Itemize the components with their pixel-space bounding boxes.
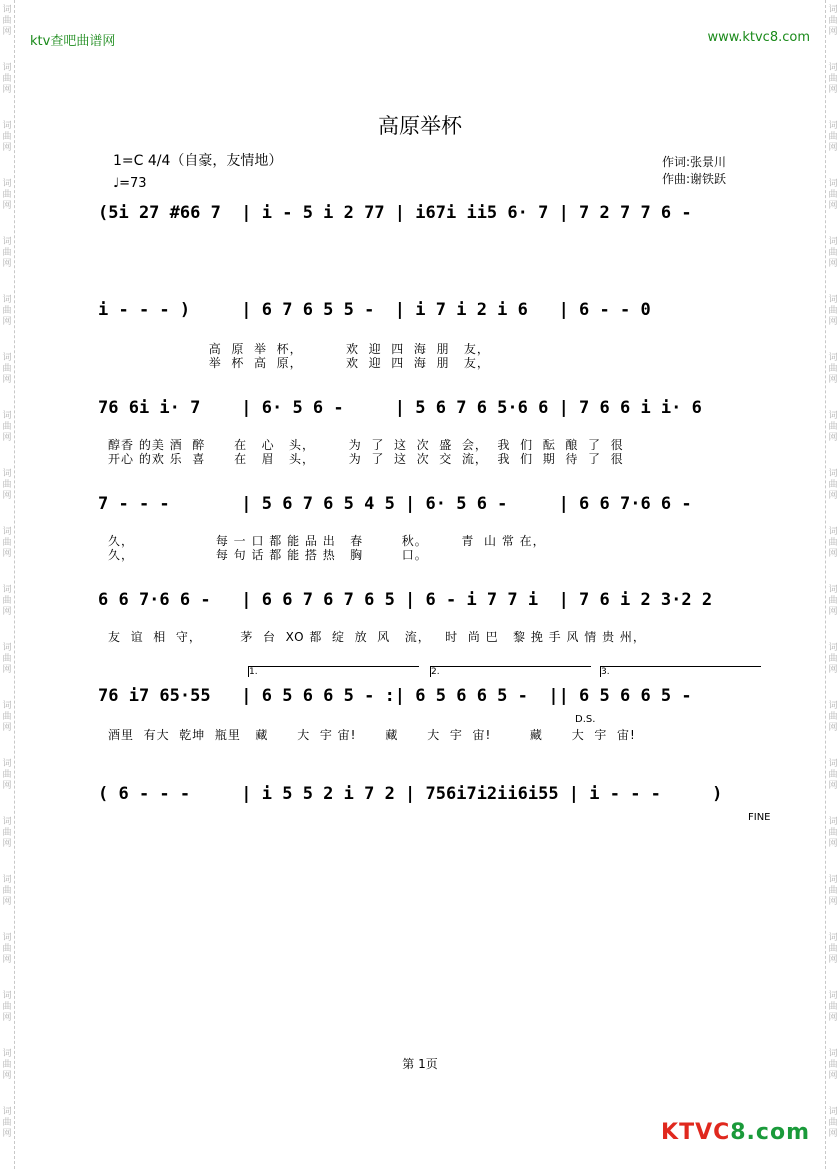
side-watermark: 词 曲 网 (828, 353, 838, 385)
side-watermark: 词 曲 网 (828, 469, 838, 501)
side-watermark: 词 曲 网 (2, 817, 12, 849)
side-watermark: 词 曲 网 (2, 585, 12, 617)
logo-red-text: KTVC (661, 1120, 731, 1145)
score-row-7 (98, 784, 768, 814)
side-watermark: 词 曲 网 (2, 1107, 12, 1139)
side-watermark: 词 曲 网 (828, 875, 838, 907)
volta-2: 2. (430, 666, 591, 677)
notes-line: (5i 27 #66 7 | i - 5 i 2 77 | i67i ii5 6· 7 | 7 2 7 7 6 - (98, 203, 692, 223)
side-watermark: 词 曲 网 (2, 643, 12, 675)
lyric-line: 酒里 有大 乾坤 瓶里 藏 大 宇 宙! 藏 大 宇 宙! 藏 大 宇 宙! (108, 728, 636, 742)
header-right-url: www.ktvc8.com (707, 30, 810, 45)
side-watermark: 词 曲 网 (2, 933, 12, 965)
tempo-marking: ♩=73 (113, 176, 147, 191)
side-watermark: 词 曲 网 (828, 933, 838, 965)
side-watermark: 词 曲 网 (2, 121, 12, 153)
lyric-line: 友 谊 相 守， 茅 台 XO 都 绽 放 风 流， 时 尚 巴 黎 挽 手 风 情 贵 州， (108, 630, 646, 644)
side-watermark: 词 曲 网 (2, 759, 12, 791)
lyricist-credit: 作词:张景川 (662, 155, 727, 169)
score-row-4 (98, 494, 768, 524)
side-watermark: 词 曲 网 (2, 63, 12, 95)
side-watermark: 词 曲 网 (2, 701, 12, 733)
side-watermark: 词 曲 网 (828, 701, 838, 733)
dal-segno-mark: D.S. (575, 714, 596, 725)
side-watermark: 词 曲 网 (828, 295, 838, 327)
side-watermark: 词 曲 网 (828, 1107, 838, 1139)
page-number: 第 1页 (402, 1057, 438, 1071)
score-row-3 (98, 398, 768, 428)
side-watermark: 词 曲 网 (828, 237, 838, 269)
lyric-line: 久， 每 一 口 都 能 品 出 春 秋。 青 山 常 在， (108, 534, 546, 548)
score-row-2 (98, 300, 768, 330)
side-watermark: 词 曲 网 (828, 585, 838, 617)
side-watermark: 词 曲 网 (828, 179, 838, 211)
side-watermark: 词 曲 网 (828, 1049, 838, 1081)
side-watermark: 词 曲 网 (2, 179, 12, 211)
side-watermark: 词 曲 网 (2, 411, 12, 443)
notes-line: 76 i7 65·55 | 6 5 6 6 5 - :| 6 5 6 6 5 - || 6 5 6 6 5 - (98, 686, 692, 706)
side-watermark: 词 曲 网 (828, 527, 838, 559)
side-watermark: 词 曲 网 (828, 121, 838, 153)
side-watermark: 词 曲 网 (828, 817, 838, 849)
lyric-line: 久， 每 句 话 都 能 搭 热 胸 口。 (108, 548, 428, 562)
site-logo (661, 1120, 810, 1145)
side-watermark: 词 曲 网 (828, 643, 838, 675)
notes-line: 76 6i i· 7 | 6· 5 6 - | 5 6 7 6 5·6 6 | 7 6 6 i i· 6 (98, 398, 702, 418)
score-row-1 (98, 203, 768, 233)
score-row-5 (98, 590, 768, 620)
volta-3: 3. (600, 666, 761, 677)
score-row-6 (98, 686, 768, 716)
lyric-line: 高 原 举 杯， 欢 迎 四 海 朋 友， (98, 342, 490, 356)
side-watermark: 词 曲 网 (828, 991, 838, 1023)
key-signature: 1=C 4/4（自豪，友情地） (113, 153, 283, 169)
side-watermark: 词 曲 网 (2, 469, 12, 501)
side-watermark: 词 曲 网 (2, 353, 12, 385)
side-watermark: 词 曲 网 (2, 527, 12, 559)
notes-line: i - - - ) | 6 7 6 5 5 - | i 7 i 2 i 6 | 6 - - 0 (98, 300, 651, 320)
lyric-line: 醇香 的美 酒 醉 在 心 头， 为 了 这 次 盛 会， 我 们 酝 酿 了 很 (108, 438, 624, 452)
side-watermark: 词 曲 网 (828, 5, 838, 37)
lyric-line: 开心 的欢 乐 喜 在 眉 头， 为 了 这 次 交 流， 我 们 期 待 了 很 (108, 452, 624, 466)
header-left-site: ktv查吧曲谱网 (30, 34, 116, 49)
side-watermark: 词 曲 网 (2, 1049, 12, 1081)
song-title: 高原举杯 (378, 114, 462, 138)
side-watermark: 词 曲 网 (828, 411, 838, 443)
volta-1: 1. (248, 666, 419, 677)
lyric-line: 举 杯 高 原， 欢 迎 四 海 朋 友， (98, 356, 490, 370)
side-watermark: 词 曲 网 (2, 5, 12, 37)
side-watermark: 词 曲 网 (828, 63, 838, 95)
logo-green-text: 8.com (730, 1120, 810, 1145)
side-watermark: 词 曲 网 (2, 237, 12, 269)
notes-line: ( 6 - - - | i 5 5 2 i 7 2 | 756i7i2ii6i55 | i - - - ) (98, 784, 723, 804)
side-watermark: 词 曲 网 (2, 875, 12, 907)
side-watermark: 词 曲 网 (828, 759, 838, 791)
notes-line: 7 - - - | 5 6 7 6 5 4 5 | 6· 5 6 - | 6 6 7·6 6 - (98, 494, 692, 514)
side-watermark: 词 曲 网 (2, 991, 12, 1023)
notes-line: 6 6 7·6 6 - | 6 6 7 6 7 6 5 | 6 - i 7 7 i | 7 6 i 2 3·2 2 (98, 590, 713, 610)
composer-credit: 作曲:谢铁跃 (662, 172, 727, 186)
side-watermark: 词 曲 网 (2, 295, 12, 327)
fine-mark: FINE (748, 812, 771, 823)
